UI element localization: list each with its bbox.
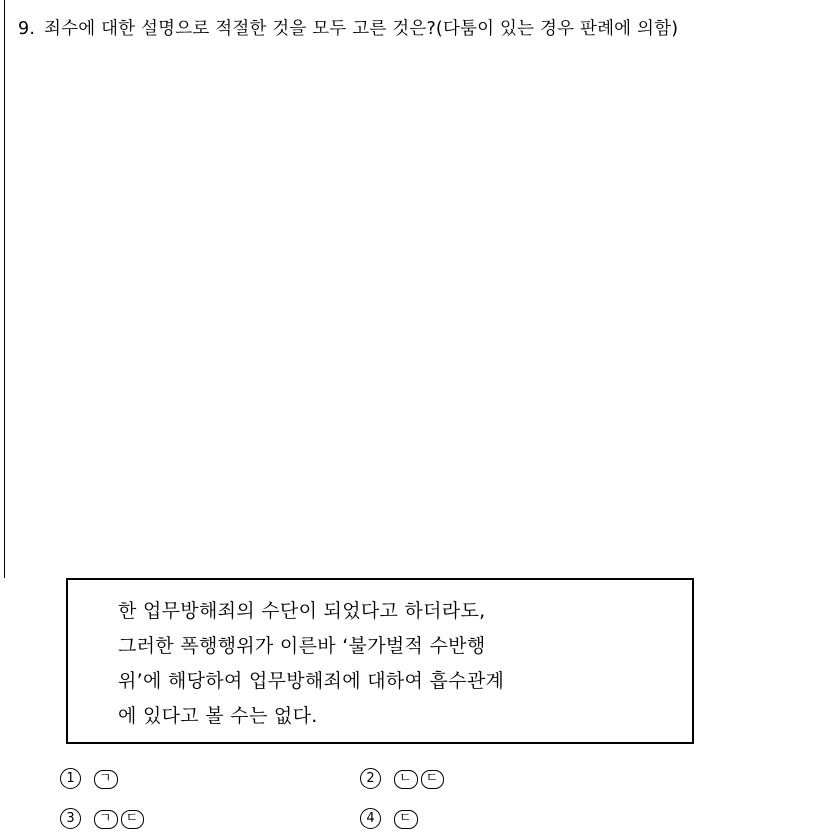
choice-label [94, 807, 147, 829]
choice-label [394, 807, 421, 829]
choice-row [60, 798, 680, 838]
choice-label [394, 767, 447, 789]
question-block [18, 14, 808, 45]
choice-option-4[interactable] [360, 807, 660, 829]
choice-marker-icon: 2 [360, 768, 381, 789]
symbol-giyeok: ㄱ [94, 810, 118, 829]
symbol-nieun: ㄴ [394, 770, 418, 789]
choice-marker-icon: 1 [60, 768, 81, 789]
symbol-giyeok: ㄱ [94, 770, 118, 789]
excerpt-line: 그러한 폭행행위가 이른바 ‘불가벌적 수반행 [118, 635, 486, 657]
page-left-rule [4, 0, 5, 578]
question-text: 죄수에 대한 설명으로 적절한 것을 모두 고른 것은?(다툼이 있는 경우 판례에 의함) [44, 19, 679, 39]
symbol-digeut: ㄷ [121, 810, 145, 829]
choice-marker-icon: 3 [60, 808, 81, 829]
choice-row [60, 758, 680, 798]
excerpt-box [66, 578, 694, 744]
symbol-digeut: ㄷ [421, 770, 445, 789]
excerpt-line: 한 업무방해죄의 수단이 되었다고 하더라도, [118, 600, 486, 622]
choice-option-3[interactable] [60, 807, 360, 829]
choice-marker-icon: 4 [360, 808, 381, 829]
choice-option-1[interactable] [60, 767, 360, 789]
choice-option-2[interactable] [360, 767, 660, 789]
excerpt-line: 위’에 해당하여 업무방해죄에 대하여 흡수관계 [118, 670, 505, 692]
excerpt-text [68, 580, 692, 734]
symbol-digeut: ㄷ [394, 810, 418, 829]
question-number: 9. [18, 19, 36, 39]
choice-label [94, 767, 121, 789]
excerpt-line: 에 있다고 볼 수는 없다. [118, 705, 318, 727]
answer-choices [60, 758, 680, 838]
